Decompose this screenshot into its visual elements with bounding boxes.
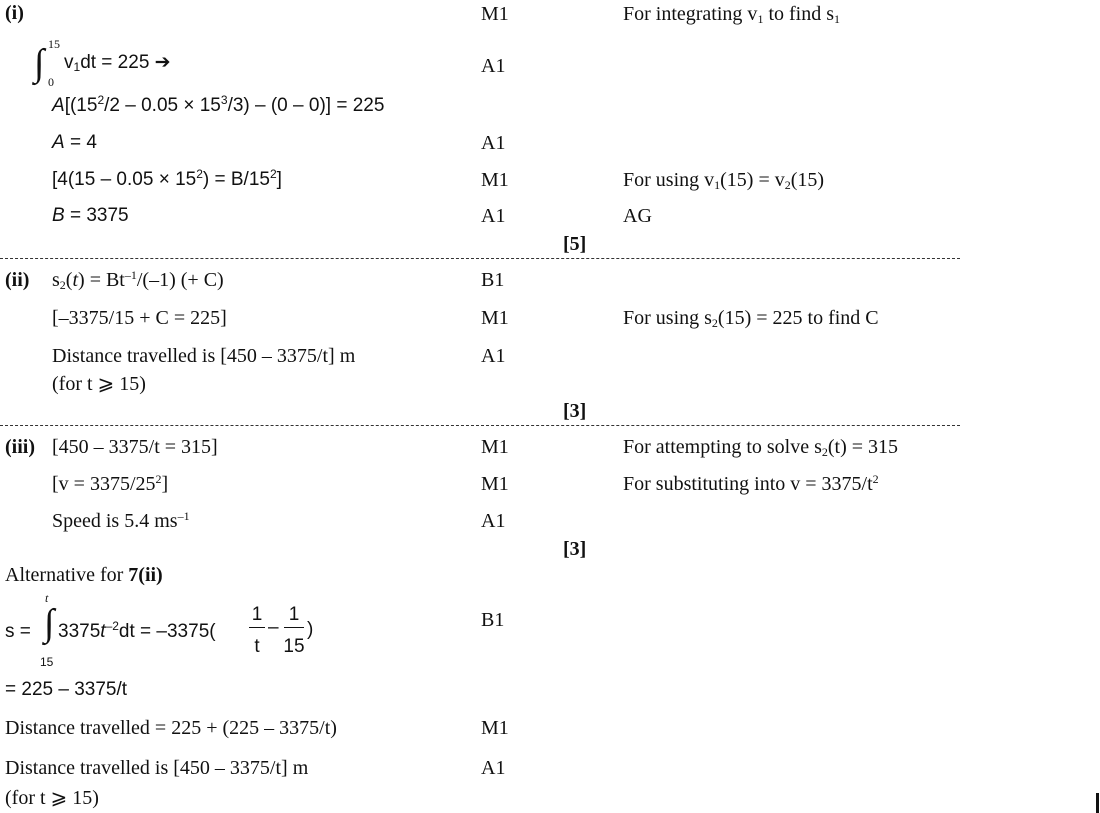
- part-ii-line-3: Distance travelled is [450 – 3375/t] m: [52, 345, 356, 367]
- total-iii: [3]: [563, 538, 587, 560]
- alt-line-3: Distance travelled = 225 + (225 – 3375/t): [5, 717, 337, 739]
- mark-alt-3: A1: [481, 757, 506, 779]
- note-iii-1: For attempting to solve $s_2(t) = 315$: [623, 436, 899, 459]
- frac-2-num: 1: [288, 604, 300, 625]
- part-ii-line-4: (for t ⩾ 15): [52, 373, 146, 395]
- part-iii-line-3: Speed is 5.4 $ms^{-1}$: [52, 509, 190, 532]
- mark-alt-2: M1: [481, 717, 509, 739]
- alt-line-5: (for t ⩾ 15): [5, 787, 99, 809]
- part-iii-label: (iii): [5, 436, 35, 458]
- mark-i-3: A1: [481, 132, 506, 154]
- alt-integral-upper: t: [45, 591, 49, 605]
- total-ii: [3]: [563, 400, 587, 422]
- part-iii-line-1: [450 – 3375/t = 315]: [52, 436, 218, 458]
- mark-i-4: M1: [481, 169, 509, 191]
- mark-i-2: A1: [481, 55, 506, 77]
- alt-integral-sign: ∫: [44, 602, 55, 644]
- mark-i-5: A1: [481, 205, 506, 227]
- alt-line-2: = 225 – 3375/t: [5, 679, 128, 700]
- frac-1-num: 1: [251, 604, 263, 625]
- alternative-heading: Alternative for 7(ii): [5, 564, 163, 586]
- text-cursor: [1096, 793, 1099, 813]
- a-value-line: A = 4: [52, 132, 97, 153]
- mark-ii-1: B1: [481, 269, 505, 291]
- part-ii-label: (ii): [5, 269, 30, 291]
- part-ii-line-1: $s_2(t) = Bt^{-1}/(-1)$ (+ C): [52, 268, 224, 292]
- alt-integrand: $3375t^{-2}dt = -3375$(: [58, 619, 216, 642]
- mark-iii-1: M1: [481, 436, 509, 458]
- note-using-continuity: For using $v_1(15) = v_2(15)$: [623, 169, 825, 192]
- part-iii-line-2: $[v = 3375/25^2]$: [52, 472, 169, 495]
- mark-ii-3: A1: [481, 345, 506, 367]
- s-equals: s =: [5, 621, 31, 642]
- frac-2-bar: [284, 627, 304, 628]
- alt-close-paren: ): [307, 619, 314, 640]
- divider-2: [0, 425, 960, 426]
- mark-iii-3: A1: [481, 510, 506, 532]
- frac-1-den: t: [254, 636, 260, 657]
- expansion-line: $A[(15^2/2 - 0.05 \times 15^3/3) - (0 - 0)] = 225$: [52, 93, 385, 116]
- note-iii-2: For substituting into $v = 3375/t^2$: [623, 472, 879, 495]
- frac-1-bar: [249, 627, 265, 628]
- divider-1: [0, 258, 960, 259]
- mark-alt-1: B1: [481, 609, 505, 631]
- alt-integral-lower: 15: [40, 655, 54, 669]
- integral-lower-limit: 0: [48, 75, 54, 89]
- frac-2-den: 15: [283, 636, 305, 657]
- alt-line-4: Distance travelled is [450 – 3375/t] m: [5, 757, 309, 779]
- integral-integrand: $v_1dt = 225$ ➔: [64, 52, 171, 74]
- note-integrating: For integrating $v_1$ to find $s_1$: [623, 3, 840, 26]
- part-ii-line-2: [–3375/15 + C = 225]: [52, 307, 227, 329]
- note-ii: For using $s_2(15) = 225$ to find C: [623, 307, 879, 330]
- b-value-line: B = 3375: [52, 205, 129, 226]
- right-arrow-icon: ➔: [154, 52, 171, 73]
- mark-i-1: M1: [481, 3, 509, 25]
- integral-upper-limit: 15: [48, 37, 60, 51]
- frac-minus: –: [268, 617, 279, 638]
- total-i: [5]: [563, 233, 587, 255]
- note-ag: AG: [623, 205, 652, 227]
- continuity-equation-line: $[4(15 - 0.05 \times 15^2) = B/15^2]$: [52, 167, 282, 190]
- integral-sign: ∫: [34, 42, 45, 84]
- part-i-label: (i): [5, 2, 24, 24]
- mark-ii-2: M1: [481, 307, 509, 329]
- mark-iii-2: M1: [481, 473, 509, 495]
